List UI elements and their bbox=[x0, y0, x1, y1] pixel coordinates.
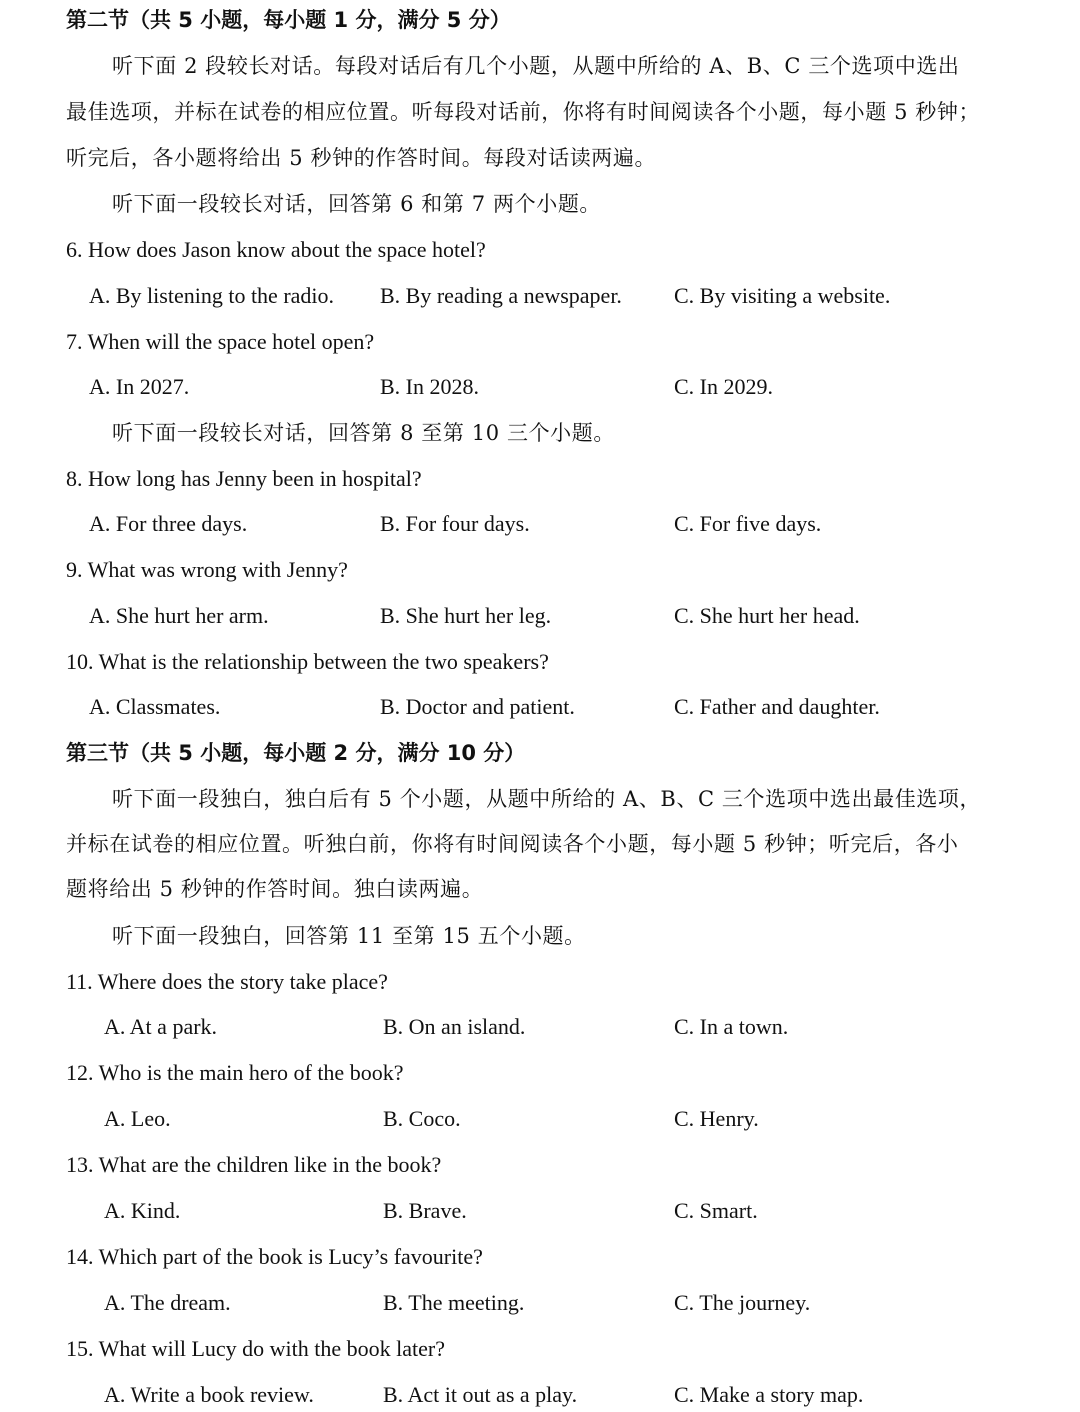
option-a: A. Leo. bbox=[104, 1106, 171, 1131]
question-13: 13. What are the children like in the book? bbox=[66, 1152, 442, 1177]
section-2-instruction-line-3: 听完后，各小题将给出 5 秒钟的作答时间。每段对话读两遍。 bbox=[66, 146, 657, 170]
section-3-heading: 第三节（共 5 小题，每小题 2 分，满分 10 分） bbox=[66, 741, 526, 765]
option-a: A. Kind. bbox=[104, 1198, 181, 1223]
option-b: B. By reading a newspaper. bbox=[380, 283, 622, 308]
question-12-options bbox=[0, 1104, 1080, 1134]
question-9-options bbox=[0, 601, 1080, 631]
option-b: B. On an island. bbox=[383, 1014, 526, 1039]
question-15: 15. What will Lucy do with the book later? bbox=[66, 1336, 446, 1361]
option-a: A. At a park. bbox=[104, 1014, 218, 1039]
question-14-options bbox=[0, 1288, 1080, 1318]
question-6: 6. How does Jason know about the space hotel? bbox=[66, 237, 486, 262]
option-a: A. Classmates. bbox=[89, 694, 221, 719]
section-3-instruction-line-2: 并标在试卷的相应位置。听独白前，你将有时间阅读各个小题，每小题 5 秒钟；听完后，各小 bbox=[66, 832, 959, 856]
question-10-options bbox=[0, 692, 1080, 722]
option-c: C. In a town. bbox=[674, 1014, 789, 1039]
option-b: B. She hurt her leg. bbox=[380, 603, 552, 628]
option-c: C. She hurt her head. bbox=[674, 603, 860, 628]
option-a: A. She hurt her arm. bbox=[89, 603, 269, 628]
question-14: 14. Which part of the book is Lucy’s favourite? bbox=[66, 1244, 483, 1269]
option-a: A. By listening to the radio. bbox=[89, 283, 335, 308]
question-7-options bbox=[0, 372, 1080, 402]
option-b: B. Act it out as a play. bbox=[383, 1382, 578, 1407]
section-2-instruction-line-1: 听下面 2 段较长对话。每段对话后有几个小题，从题中所给的 A、B、C 三个选项中选出 bbox=[112, 54, 960, 78]
dialogue-2-note: 听下面一段较长对话，回答第 8 至第 10 三个小题。 bbox=[112, 421, 615, 445]
question-13-options bbox=[0, 1196, 1080, 1226]
option-b: B. In 2028. bbox=[380, 374, 479, 399]
option-a: A. The dream. bbox=[104, 1290, 231, 1315]
question-12: 12. Who is the main hero of the book? bbox=[66, 1060, 404, 1085]
option-c: C. In 2029. bbox=[674, 374, 773, 399]
option-b: B. Brave. bbox=[383, 1198, 467, 1223]
question-8: 8. How long has Jenny been in hospital? bbox=[66, 466, 422, 491]
option-c: C. By visiting a website. bbox=[674, 283, 891, 308]
option-c: C. The journey. bbox=[674, 1290, 811, 1315]
monologue-note: 听下面一段独白，回答第 11 至第 15 五个小题。 bbox=[112, 924, 586, 948]
option-c: C. Make a story map. bbox=[674, 1382, 864, 1407]
option-a: A. Write a book review. bbox=[104, 1382, 314, 1407]
question-7: 7. When will the space hotel open? bbox=[66, 329, 375, 354]
option-c: C. Father and daughter. bbox=[674, 694, 880, 719]
question-11-options bbox=[0, 1012, 1080, 1042]
option-c: C. Henry. bbox=[674, 1106, 759, 1131]
question-11: 11. Where does the story take place? bbox=[66, 969, 388, 994]
question-10: 10. What is the relationship between the two speakers? bbox=[66, 649, 549, 674]
section-3-instruction-line-3: 题将给出 5 秒钟的作答时间。独白读两遍。 bbox=[66, 877, 484, 901]
option-b: B. Coco. bbox=[383, 1106, 461, 1131]
option-c: C. Smart. bbox=[674, 1198, 758, 1223]
question-8-options bbox=[0, 509, 1080, 539]
question-6-options bbox=[0, 281, 1080, 311]
dialogue-1-note: 听下面一段较长对话，回答第 6 和第 7 两个小题。 bbox=[112, 192, 602, 216]
option-a: A. For three days. bbox=[89, 511, 248, 536]
section-2-instruction-line-2: 最佳选项，并标在试卷的相应位置。听每段对话前，你将有时间阅读各个小题，每小题 5 秒钟； bbox=[66, 100, 981, 124]
option-c: C. For five days. bbox=[674, 511, 822, 536]
section-3-instruction-line-1: 听下面一段独白，独白后有 5 个小题，从题中所给的 A、B、C 三个选项中选出最佳选项， bbox=[112, 787, 982, 811]
option-b: B. The meeting. bbox=[383, 1290, 525, 1315]
option-b: B. For four days. bbox=[380, 511, 530, 536]
option-b: B. Doctor and patient. bbox=[380, 694, 575, 719]
question-9: 9. What was wrong with Jenny? bbox=[66, 557, 348, 582]
question-15-options bbox=[0, 1380, 1080, 1410]
section-2-heading: 第二节（共 5 小题，每小题 1 分，满分 5 分） bbox=[66, 8, 511, 32]
option-a: A. In 2027. bbox=[89, 374, 190, 399]
